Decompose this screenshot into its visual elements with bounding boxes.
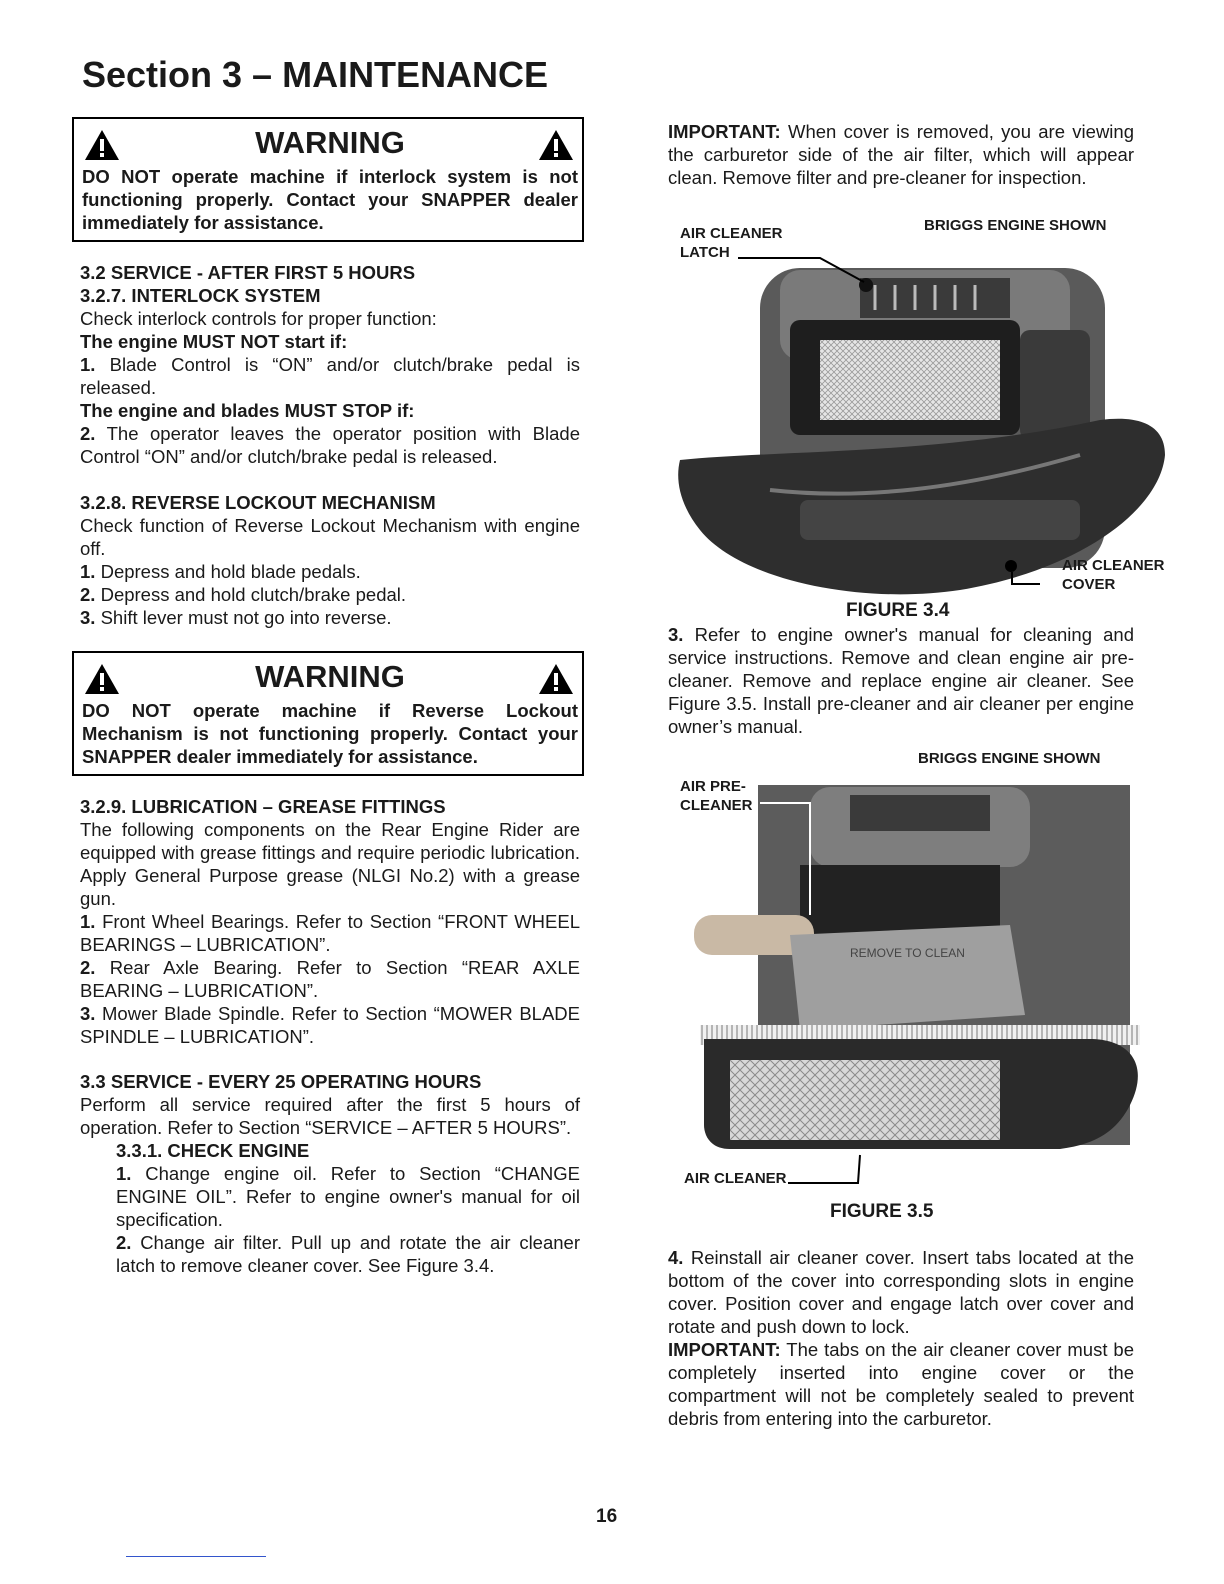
paragraph: Check function of Reverse Lockout Mechanism with engine off. [80, 515, 580, 559]
warning-text: DO NOT operate machine if interlock system is not functioning properly. Contact your SNAPPER dealer immediately for assistance. [82, 166, 578, 233]
air-cleaner-photo [660, 210, 1200, 610]
subsection-heading: 3.2.7. INTERLOCK SYSTEM [80, 285, 321, 306]
figure-caption: FIGURE 3.4 [846, 600, 950, 621]
condition-heading: The engine MUST NOT start if: [80, 331, 348, 352]
list-item: 3. Shift lever must not go into reverse. [80, 607, 392, 628]
warning-triangle-icon [84, 663, 120, 695]
section-3-2-8 [80, 491, 580, 629]
important-note-2: IMPORTANT: The tabs on the air cleaner cover must be completely inserted into engine cover or the compartment will not be completely sealed to prevent debris from entering into the carburetor. [668, 1339, 1134, 1429]
section-3-2 [80, 261, 580, 468]
section-3-2-9 [80, 795, 580, 1048]
section-3-3 [80, 1070, 580, 1277]
label-air-cleaner: AIR CLEANER [684, 1170, 787, 1187]
warning-title: WARNING [255, 659, 405, 694]
paragraph: Check interlock controls for proper function: [80, 308, 437, 329]
subsection-heading: 3.2.8. REVERSE LOCKOUT MECHANISM [80, 492, 436, 513]
section-heading: 3.2 SERVICE - AFTER FIRST 5 HOURS [80, 262, 416, 283]
warning-header [82, 125, 578, 165]
label-briggs-engine: BRIGGS ENGINE SHOWN [924, 217, 1107, 234]
warning-box-reverse-lockout [72, 651, 584, 776]
list-item: 2. The operator leaves the operator position with Blade Control “ON” and/or clutch/brake pedal is released. [80, 423, 580, 467]
list-item: 1. Change engine oil. Refer to Section “CHANGE ENGINE OIL”. Refer to engine owner's manual for oil specification. [116, 1163, 580, 1230]
warning-text: DO NOT operate machine if Reverse Lockout Mechanism is not functioning properly. Contact your SNAPPER dealer immediately for assistance. [82, 700, 578, 767]
section-heading: 3.3 SERVICE - EVERY 25 OPERATING HOURS [80, 1071, 482, 1092]
warning-box-interlock [72, 117, 584, 242]
condition-heading: The engine and blades MUST STOP if: [80, 400, 415, 421]
warning-header [82, 659, 578, 699]
list-item: 1. Front Wheel Bearings. Refer to Section “FRONT WHEEL BEARINGS – LUBRICATION”. [80, 911, 580, 955]
label-air-cleaner-latch: AIR CLEANER LATCH [680, 225, 783, 261]
step-4: 4. Reinstall air cleaner cover. Insert tabs located at the bottom of the cover into corresponding slots in engine cover. Position cover and engage latch over cover and rotate and push down to lock. IMPORTANT: The tabs on the air cleaner cover must be completely inserted into engine cover or the compartment will not be completely sealed to prevent debris from entering into the carburetor. [668, 1247, 1134, 1429]
subsection-heading: 3.2.9. LUBRICATION – GREASE FITTINGS [80, 796, 446, 817]
warning-triangle-icon [538, 129, 574, 161]
list-item: 2. Change air filter. Pull up and rotate the air cleaner latch to remove cleaner cover. See Figure 3.4. [116, 1232, 580, 1276]
list-item: 2. Rear Axle Bearing. Refer to Section “REAR AXLE BEARING – LUBRICATION”. [80, 957, 580, 1001]
subsection-heading: 3.3.1. CHECK ENGINE [116, 1140, 310, 1161]
important-note-1: IMPORTANT: When cover is removed, you are viewing the carburetor side of the air filter, which will appear clean. Remove filter and pre-cleaner for inspection. [668, 121, 1134, 188]
warning-title: WARNING [255, 125, 405, 160]
list-item: 2. Depress and hold clutch/brake pedal. [80, 584, 407, 605]
page-title: Section 3 – MAINTENANCE [82, 54, 549, 95]
figure-3-5 [660, 745, 1200, 1225]
list-item: 1. Depress and hold blade pedals. [80, 561, 361, 582]
label-briggs-engine: BRIGGS ENGINE SHOWN [918, 750, 1101, 767]
pre-cleaner-photo [660, 745, 1200, 1185]
figure-3-4 [660, 210, 1200, 630]
list-item: 3. Mower Blade Spindle. Refer to Section “MOWER BLADE SPINDLE – LUBRICATION”. [80, 1003, 580, 1047]
label-air-cleaner-cover: AIR CLEANER COVER [1062, 557, 1165, 593]
svg-text:REMOVE TO CLEAN: REMOVE TO CLEAN [850, 946, 965, 960]
step-3: 3. Refer to engine owner's manual for cleaning and service instructions. Remove and clean engine air pre-cleaner. Remove and replace engine air cleaner. See Figure 3.5. Install pre-cleaner and air cleaner per engine owner’s manual. [668, 624, 1134, 737]
figure-caption: FIGURE 3.5 [830, 1201, 934, 1222]
footer-divider [126, 1556, 266, 1557]
paragraph: Perform all service required after the first 5 hours of operation. Refer to Section “SERVICE – AFTER 5 HOURS”. [80, 1094, 580, 1138]
paragraph: The following components on the Rear Engine Rider are equipped with grease fittings and require periodic lubrication. Apply General Purpose grease (NLGI No.2) with a grease gun. [80, 819, 580, 909]
warning-triangle-icon [538, 663, 574, 695]
warning-triangle-icon [84, 129, 120, 161]
page-number: 16 [596, 1506, 618, 1527]
label-air-pre-cleaner: AIR PRE- CLEANER [680, 778, 753, 814]
list-item: 1. Blade Control is “ON” and/or clutch/brake pedal is released. [80, 354, 580, 398]
